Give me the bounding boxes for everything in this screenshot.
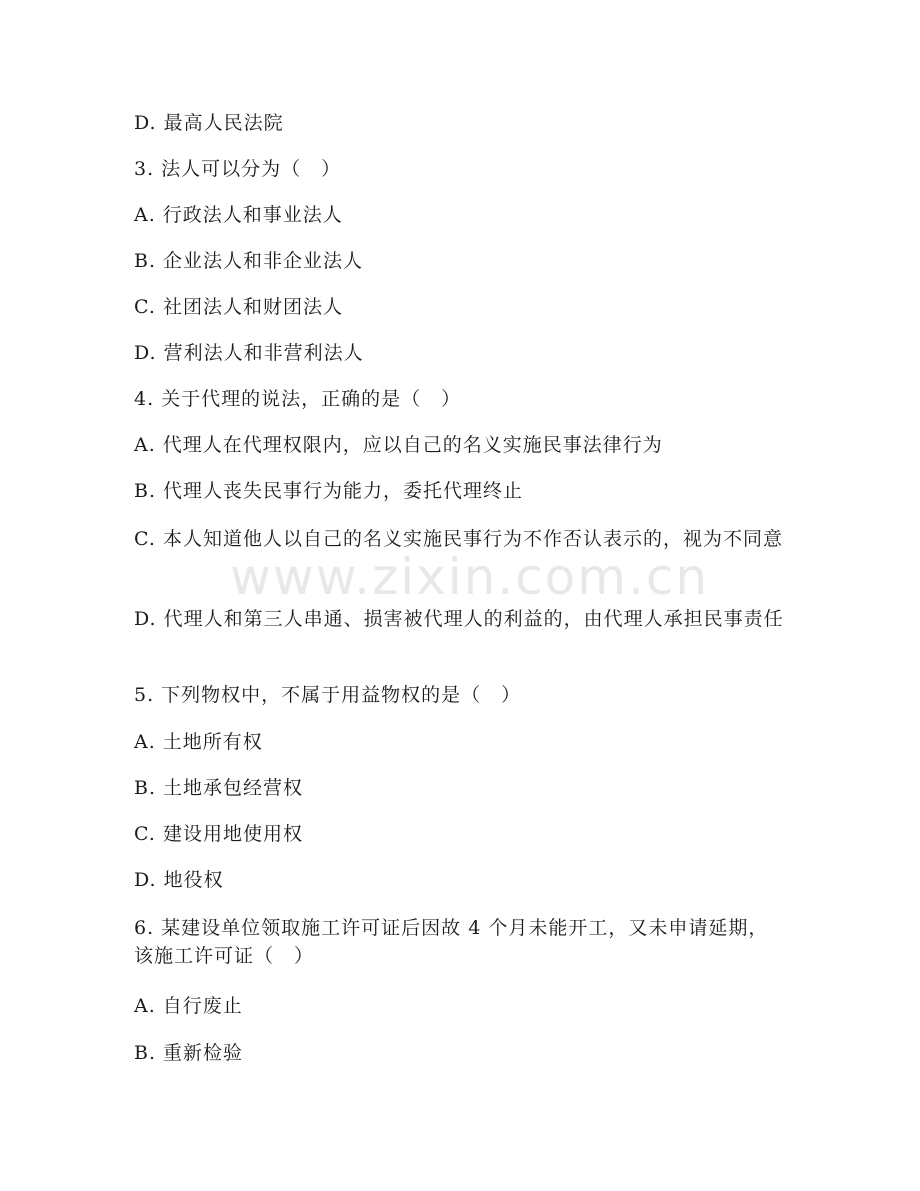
option-a-q3: A. 行政法人和事业法人 (134, 204, 343, 226)
option-d-q3: D. 营利法人和非营利法人 (134, 342, 364, 364)
question-5: 5. 下列物权中，不属于用益物权的是（ ） (134, 684, 522, 706)
watermark: www.zixin.com.cn (230, 548, 710, 606)
option-a-q6: A. 自行废止 (134, 995, 243, 1017)
option-a-q4: A. 代理人在代理权限内，应以自己的名义实施民事法律行为 (134, 434, 663, 456)
question-4: 4. 关于代理的说法，正确的是（ ） (134, 388, 462, 410)
question-3: 3. 法人可以分为（ ） (134, 158, 342, 180)
option-c-q5: C. 建设用地使用权 (134, 823, 303, 845)
option-b-q5: B. 土地承包经营权 (134, 777, 304, 799)
option-c-q3: C. 社团法人和财团法人 (134, 296, 343, 318)
option-d-q5: D. 地役权 (134, 869, 224, 891)
option-b-q3: B. 企业法人和非企业法人 (134, 250, 364, 272)
option-b-q6: B. 重新检验 (134, 1042, 244, 1064)
option-c-q4: C. 本人知道他人以自己的名义实施民事行为不作否认表示的，视为不同意 (134, 528, 783, 550)
option-d-q2: D. 最高人民法院 (134, 112, 284, 134)
option-a-q5: A. 土地所有权 (134, 731, 263, 753)
option-b-q4: B. 代理人丧失民事行为能力，委托代理终止 (134, 480, 524, 502)
option-d-q4: D. 代理人和第三人串通、损害被代理人的利益的，由代理人承担民事责任 (134, 608, 784, 630)
question-6: 6. 某建设单位领取施工许可证后因故 4 个月未能开工，又未申请延期，该施工许可证（ ） (134, 917, 769, 967)
